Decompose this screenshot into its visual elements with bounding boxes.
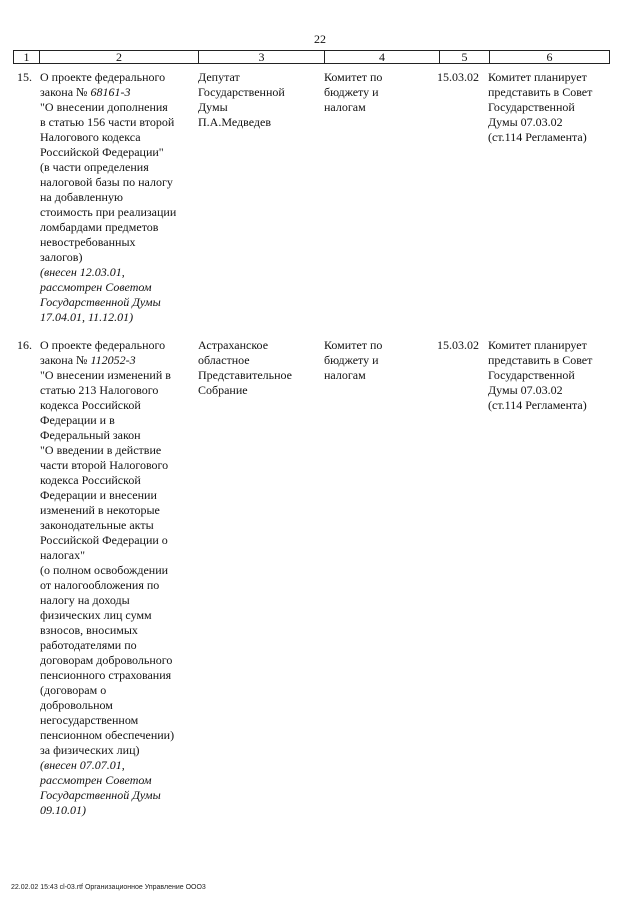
status: [488, 338, 608, 413]
text-line: рассмотрен Советом: [40, 773, 152, 787]
text-line: части второй Налогового: [40, 458, 169, 472]
text-line: Думы 07.03.02: [488, 115, 563, 129]
column-header-4: 4: [325, 51, 440, 64]
text-line: Государственной: [488, 100, 575, 114]
text-line: бюджету и: [324, 353, 379, 367]
text-line: взносов, вносимых: [40, 623, 138, 637]
text-line: (ст.114 Регламента): [488, 398, 587, 412]
text-line: кодекса Российской: [40, 473, 141, 487]
text-line: рассмотрен Советом: [40, 280, 152, 294]
text-line: Комитет по: [324, 338, 383, 352]
text-line: Российской Федерации": [40, 145, 164, 159]
bill-number: 112052-3: [90, 353, 136, 367]
text-line: от налогообложения по: [40, 578, 160, 592]
date: 15.03.02: [437, 70, 479, 84]
initiator: [198, 338, 313, 398]
bill-note: [40, 265, 190, 325]
text-line: изменений в некоторые: [40, 503, 160, 517]
column-header-3: 3: [199, 51, 325, 64]
text-line: негосударственном: [40, 713, 139, 727]
text-line: Депутат: [198, 70, 240, 84]
date: 15.03.02: [437, 338, 479, 352]
text-line: бюджету и: [324, 85, 379, 99]
committee: [324, 70, 424, 115]
text-line: Государственной: [198, 85, 285, 99]
text-line: Думы 07.03.02: [488, 383, 563, 397]
footer-stamp: 22.02.02 15:43 cl-03.rtf Организационное Управление ООО3: [11, 884, 206, 891]
column-header-2: 2: [40, 51, 199, 64]
text-line: (внесен 12.03.01,: [40, 265, 125, 279]
text-line: налогах": [40, 548, 85, 562]
text-line: Налогового кодекса: [40, 130, 141, 144]
text-line: Комитет планирует: [488, 70, 587, 84]
text-line: "О внесении изменений в: [40, 368, 171, 382]
text-line: (о полном освобождении: [40, 563, 169, 577]
text-line: Государственной Думы: [40, 788, 161, 802]
text-line: представить в Совет: [488, 353, 593, 367]
text-line: налоговой базы по налогу: [40, 175, 173, 189]
text-line: законодательные акты: [40, 518, 154, 532]
bill-number-line: [40, 85, 190, 100]
column-header-row: [13, 50, 610, 64]
text-line: (договорам о: [40, 683, 107, 697]
text-line: (внесен 07.07.01,: [40, 758, 125, 772]
text-line: работодателями по: [40, 638, 137, 652]
text-line: (ст.114 Регламента): [488, 130, 587, 144]
text-line: Федерации и в: [40, 413, 115, 427]
row-number: 15.: [17, 70, 32, 84]
column-header-6: 6: [490, 51, 610, 64]
text-line: представить в Совет: [488, 85, 593, 99]
bill-body: [40, 368, 190, 758]
bill-description: [40, 338, 190, 818]
text-line: налогам: [324, 368, 366, 382]
initiator: [198, 70, 313, 130]
text-line: на добавленную: [40, 190, 123, 204]
column-header-1: 1: [14, 51, 40, 64]
text-line: "О введении в действие: [40, 443, 162, 457]
text-line: ломбардами предметов: [40, 220, 159, 234]
text-line: "О внесении дополнения: [40, 100, 168, 114]
text-line: пенсионного страхования: [40, 668, 172, 682]
column-header-5: 5: [440, 51, 490, 64]
text-line: стоимость при реализации: [40, 205, 177, 219]
text-line: залогов): [40, 250, 83, 264]
bill-number-line: [40, 353, 190, 368]
text-line: П.А.Медведев: [198, 115, 271, 129]
text-line: областное: [198, 353, 250, 367]
text-line: Федеральный закон: [40, 428, 141, 442]
text-line: 17.04.01, 11.12.01): [40, 310, 134, 324]
text-line: договорам добровольного: [40, 653, 173, 667]
row-number: 16.: [17, 338, 32, 352]
text-line: Комитет планирует: [488, 338, 587, 352]
text-line: Думы: [198, 100, 228, 114]
text-line: (в части определения: [40, 160, 149, 174]
text-line: 09.10.01): [40, 803, 86, 817]
text-line: Российской Федерации о: [40, 533, 168, 547]
text-line: Комитет по: [324, 70, 383, 84]
bill-description: [40, 70, 190, 325]
status: [488, 70, 608, 145]
page-number: 22: [314, 32, 326, 46]
bill-number: 68161-3: [90, 85, 131, 99]
text-line: пенсионном обеспечении): [40, 728, 175, 742]
text-line: статью 213 Налогового: [40, 383, 159, 397]
text-line: Собрание: [198, 383, 248, 397]
bill-note: [40, 758, 190, 818]
text-line: добровольном: [40, 698, 113, 712]
text-line: невостребованных: [40, 235, 136, 249]
text-line: Астраханское: [198, 338, 269, 352]
text-line: физических лиц сумм: [40, 608, 152, 622]
text-line: Государственной Думы: [40, 295, 161, 309]
text-line: налогам: [324, 100, 366, 114]
text-line: в статью 156 части второй: [40, 115, 175, 129]
bill-title-line: О проекте федерального: [40, 338, 166, 352]
committee: [324, 338, 424, 383]
text-line: кодекса Российской: [40, 398, 141, 412]
bill-title-line: О проекте федерального: [40, 70, 166, 84]
text-line: Федерации и внесении: [40, 488, 157, 502]
text-line: за физических лиц): [40, 743, 140, 757]
bill-body: [40, 100, 190, 265]
bill-number-prefix: закона №: [40, 353, 91, 367]
text-line: налогу на доходы: [40, 593, 130, 607]
text-line: Государственной: [488, 368, 575, 382]
bill-number-prefix: закона №: [40, 85, 91, 99]
text-line: Представительное: [198, 368, 292, 382]
